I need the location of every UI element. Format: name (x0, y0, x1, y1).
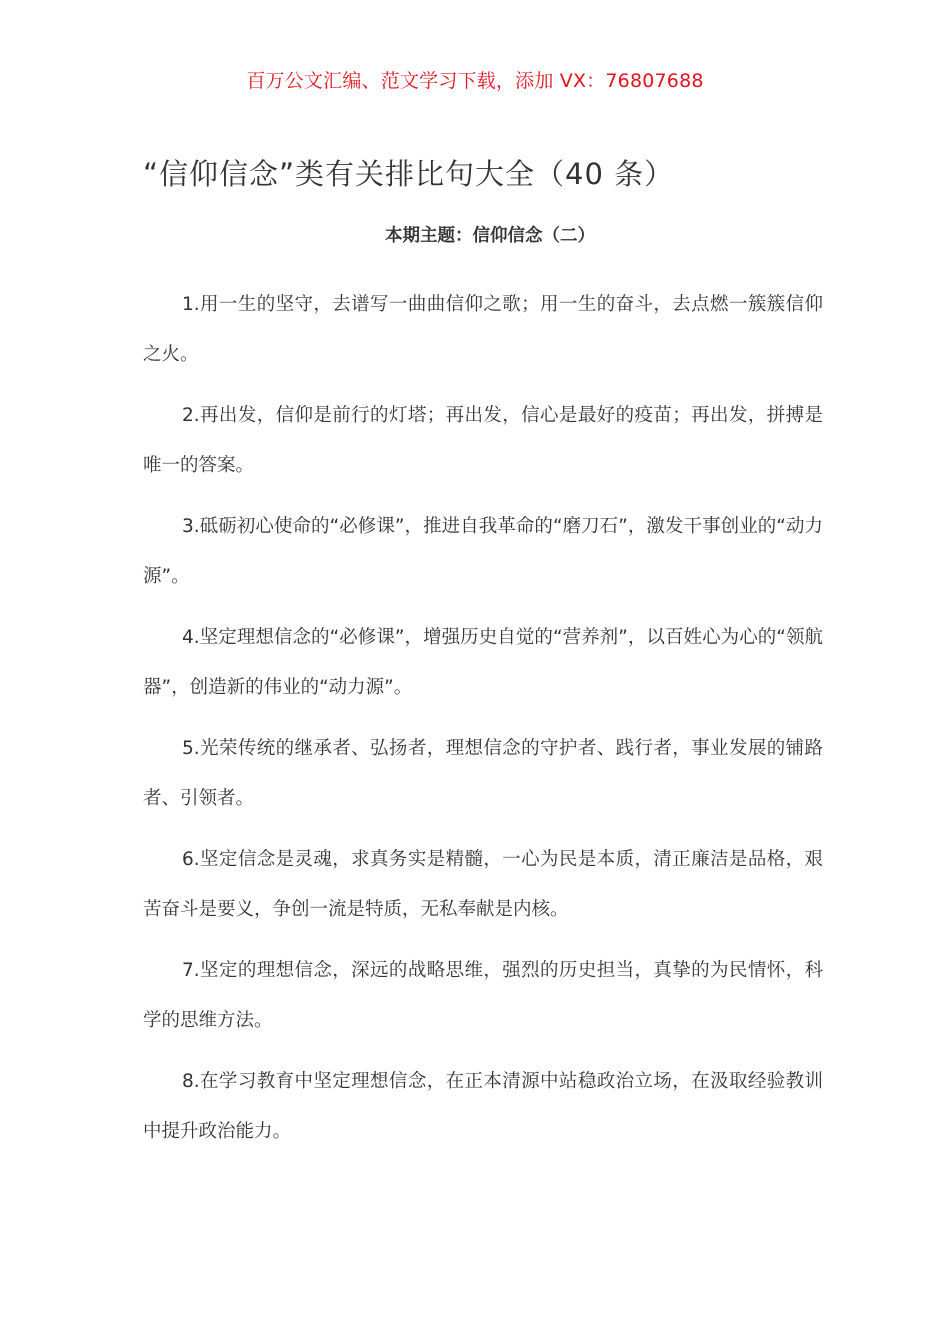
paragraph-8: 8.在学习教育中坚定理想信念，在正本清源中站稳政治立场，在汲取经验教训中提升政治能力。 (143, 1071, 823, 1142)
paragraph-6: 6.坚定信念是灵魂，求真务实是精髓，一心为民是本质，清正廉洁是品格，艰苦奋斗是要义，争创一流是特质，无私奉献是内核。 (143, 849, 823, 920)
document-body (143, 280, 823, 1168)
document-subtitle: 本期主题：信仰信念（二） (385, 226, 595, 246)
paragraph-7: 7.坚定的理想信念，深远的战略思维，强烈的历史担当，真挚的为民情怀，科学的思维方法。 (143, 960, 823, 1031)
paragraph-3: 3.砥砺初心使命的“必修课”，推进自我革命的“磨刀石”，激发干事创业的“动力源”。 (143, 516, 823, 587)
paragraph-1: 1.用一生的坚守，去谱写一曲曲信仰之歌；用一生的奋斗，去点燃一簇簇信仰之火。 (143, 294, 823, 365)
paragraph-4: 4.坚定理想信念的“必修课”，增强历史自觉的“营养剂”，以百姓心为心的“领航器”，创造新的伟业的“动力源”。 (143, 627, 823, 698)
paragraph-2: 2.再出发，信仰是前行的灯塔；再出发，信心是最好的疫苗；再出发，拼搏是唯一的答案。 (143, 405, 823, 476)
document-title: “信仰信念”类有关排比句大全（40 条） (143, 157, 675, 191)
promo-header: 百万公文汇编、范文学习下载，添加 VX：76807688 (246, 70, 704, 92)
paragraph-5: 5.光荣传统的继承者、弘扬者，理想信念的守护者、践行者，事业发展的铺路者、引领者。 (143, 738, 823, 809)
